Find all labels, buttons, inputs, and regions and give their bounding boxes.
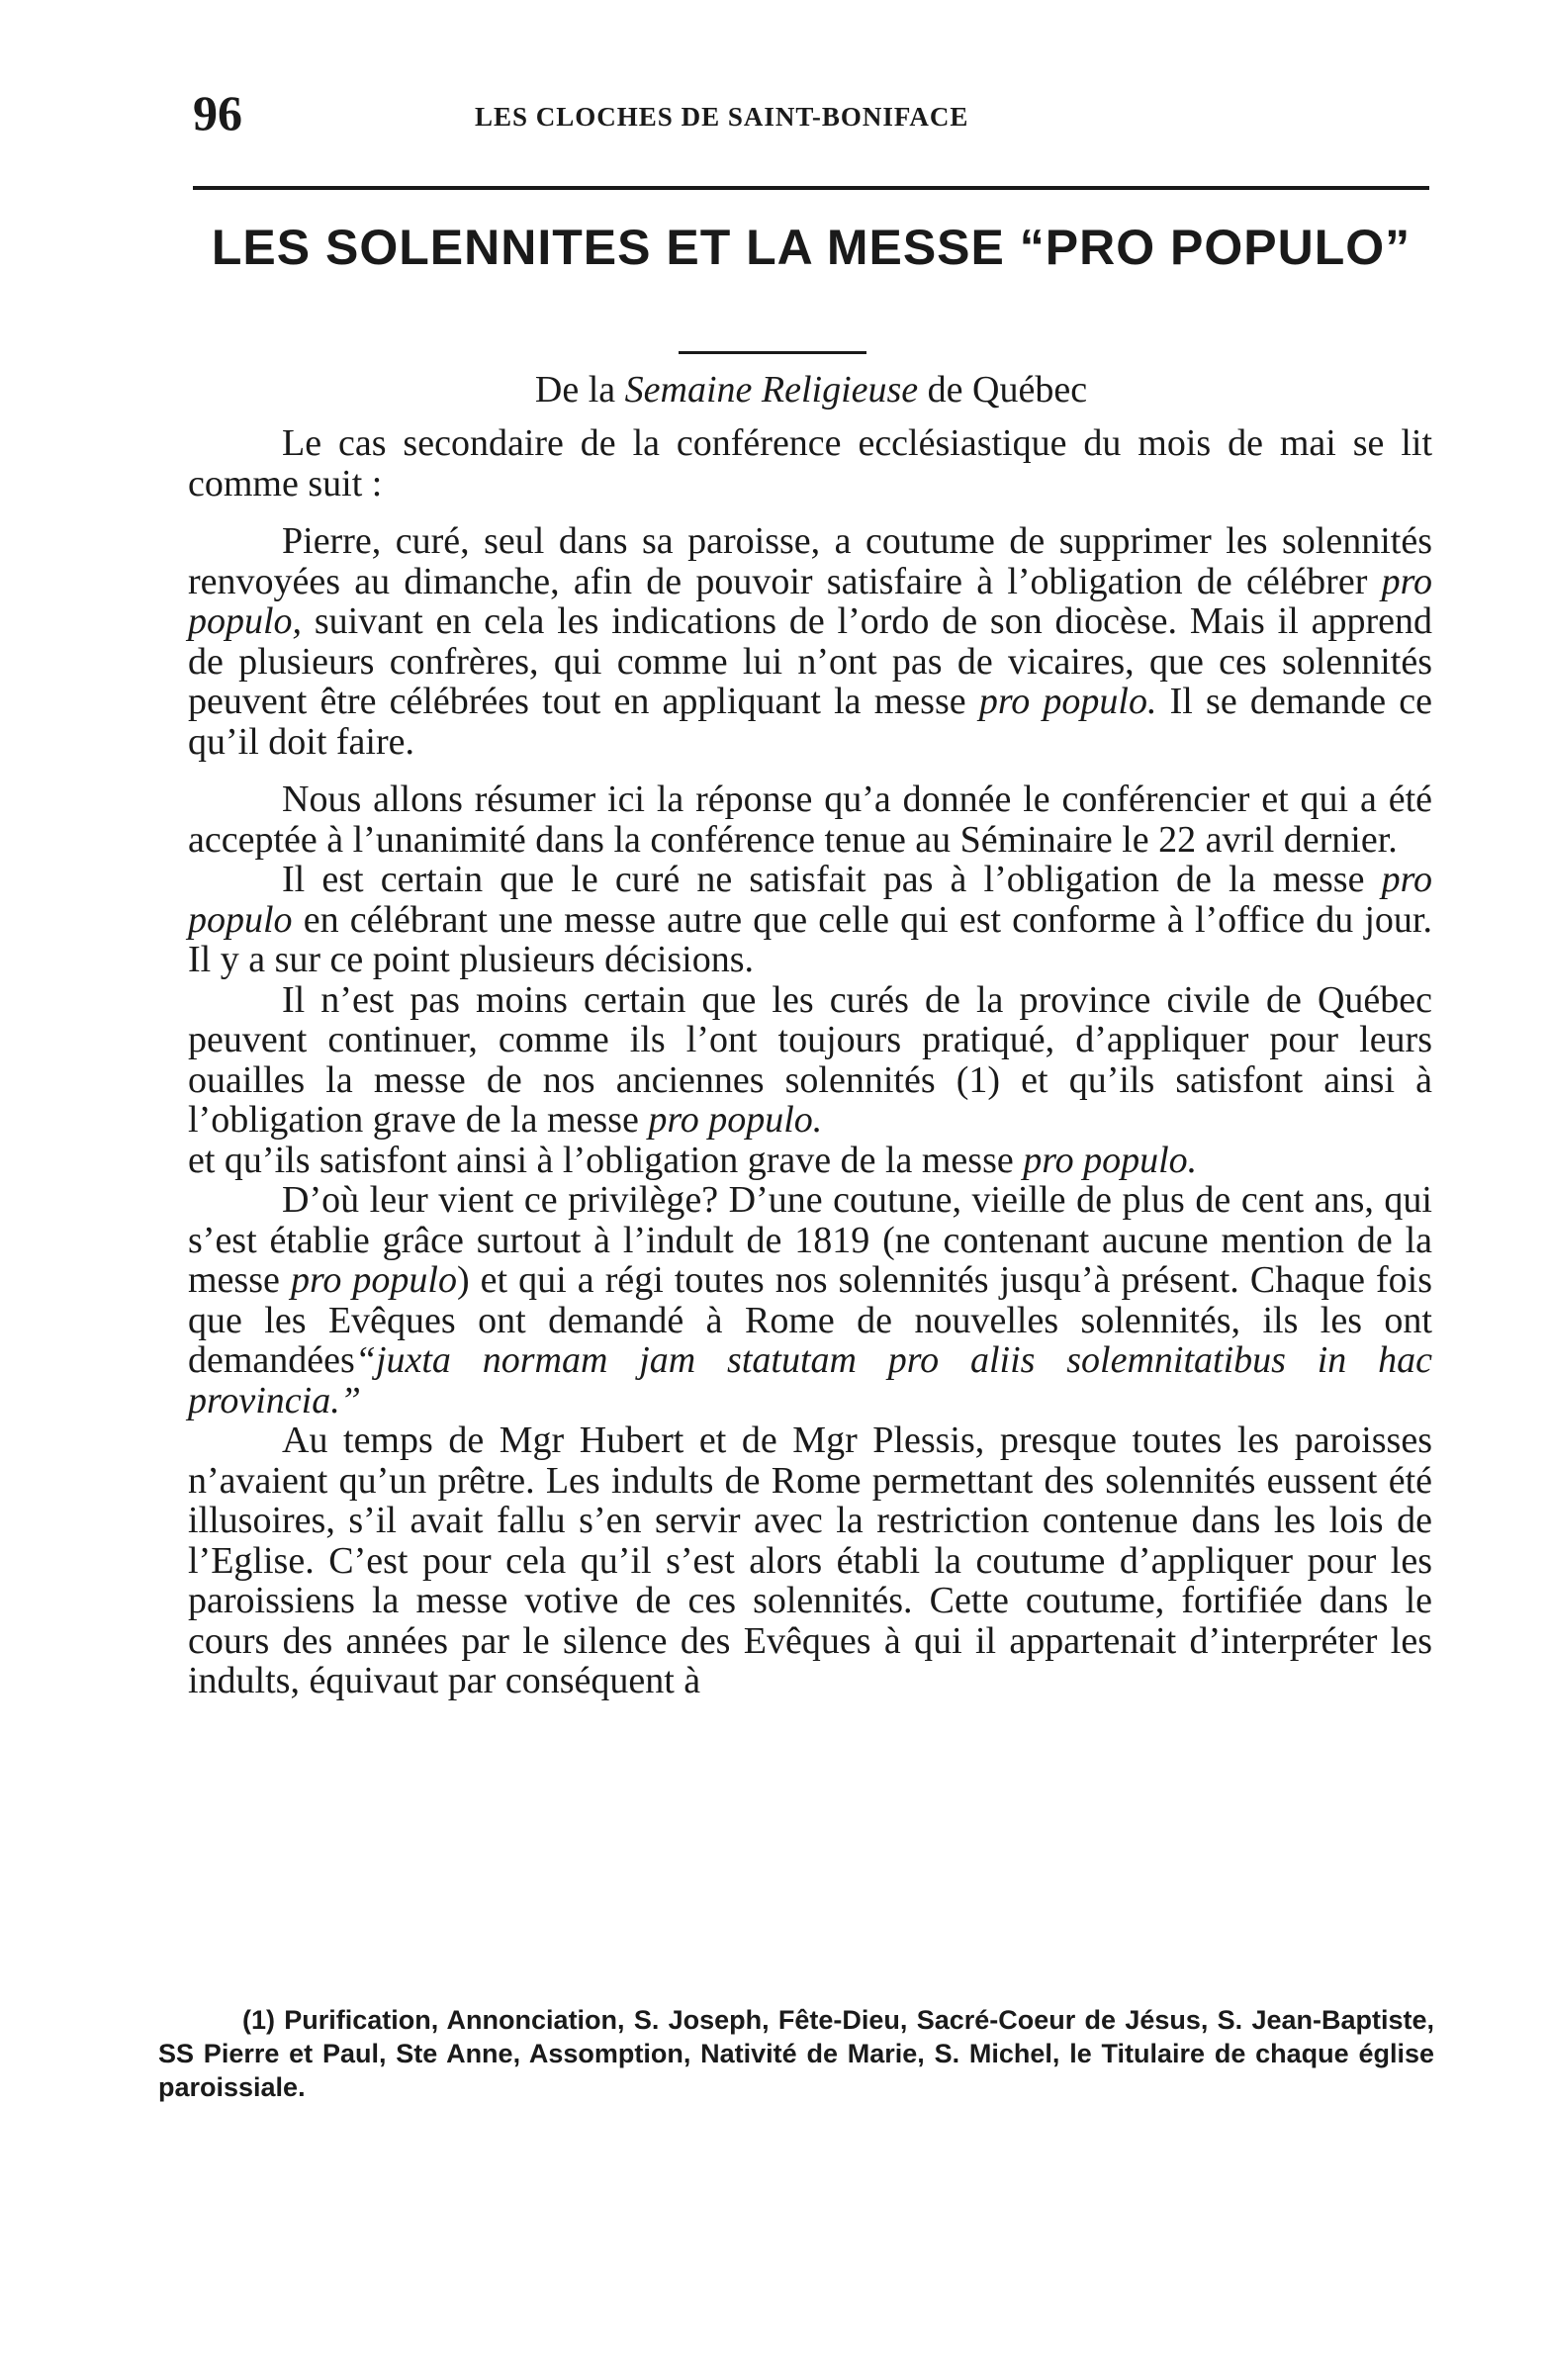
- source-prefix: De la: [534, 369, 625, 411]
- paragraph: D’où leur vient ce privilège? D’une coutune, vieille de plus de cent ans, qui s’est établie grâce surtout à l’indult de 1819 (ne contenant aucune mention de la messe pro populo) et qui a régi toutes nos solennités jusqu’à présent. Chaque fois que les Evêques ont demandé à Rome de nouvelles solennités, ils les ont demandées“juxta normam jam statutam pro aliis solemnitatibus in hac provincia.”: [188, 1179, 1433, 1421]
- footnote-text: (1) Purification, Annonciation, S. Joseph, Fête-Dieu, Sacré-Coeur de Jésus, S. Jean-Baptiste, SS Pierre et Paul, Ste Anne, Assomption, Nativité de Marie, S. Michel, le Titulaire de chaque église paroissiale.: [158, 2005, 1434, 2102]
- paragraph: Pierre, curé, seul dans sa paroisse, a coutume de supprimer les solennités renvoyées au dimanche, afin de pouvoir satisfaire à l’obligation de célébrer pro populo, suivant en cela les indications de l’ordo de son diocèse. Mais il apprend de plusieurs confrères, qui comme lui n’ont pas de vicaires, que ces solennités peuvent être célébrées tout en appliquant la messe pro populo. Il se demande ce qu’il doit faire.: [188, 520, 1432, 763]
- title-rule: [679, 351, 866, 354]
- page-header: [193, 84, 1429, 143]
- paragraph: Au temps de Mgr Hubert et de Mgr Plessis, presque toutes les paroisses n’avaient qu’un prêtre. Les indults de Rome permettant des solennités eussent été illusoires, s’il avait fallu s’en servir avec la restriction contenue dans les lois de l’Eglise. C’est pour cela qu’il s’est alors établi la coutume d’appliquer pour les paroissiens la messe votive de ces solennités. Cette coutume, fortifiée dans le cours des années par le silence des Evêques à qui il appartenait d’interpréter les indults, équivaut par conséquent à: [188, 1419, 1432, 1701]
- source-suffix: de Québec: [918, 369, 1088, 411]
- paragraph: et qu’ils satisfont ainsi à l’obligation grave de la messe pro populo.: [188, 1139, 1198, 1181]
- page-number: 96: [193, 85, 242, 140]
- paragraph: Nous allons résumer ici la réponse qu’a donnée le conférencier et qui a été acceptée à l’unanimité dans la conférence tenue au Séminaire le 22 avril dernier.: [188, 778, 1432, 861]
- paragraph: Il n’est pas moins certain que les curés de la province civile de Québec peuvent continuer, comme ils l’ont toujours pratiqué, d’appliquer pour leurs ouailles la messe de nos anciennes solennités (1) et qu’ils satisfont ainsi à l’obligation grave de la messe pro populo.: [188, 978, 1432, 1141]
- footnote: [158, 2003, 1434, 2104]
- paragraph: Il est certain que le curé ne satisfait pas à l’obligation de la messe pro populo en célébrant une messe autre que celle qui est conforme à l’office du jour. Il y a sur ce point plusieurs décisions.: [188, 859, 1432, 980]
- article-body: [188, 423, 1432, 1701]
- source-publication: Semaine Religieuse: [624, 369, 919, 411]
- article-title: LES SOLENNITES ET LA MESSE “PRO POPULO”: [211, 220, 1411, 275]
- paragraph: Le cas secondaire de la conférence ecclésiastique du mois de mai se lit comme suit :: [188, 422, 1432, 504]
- header-rule: [193, 186, 1429, 190]
- article-source: [193, 368, 1429, 412]
- running-head: LES CLOCHES DE SAINT-BONIFACE: [475, 102, 969, 132]
